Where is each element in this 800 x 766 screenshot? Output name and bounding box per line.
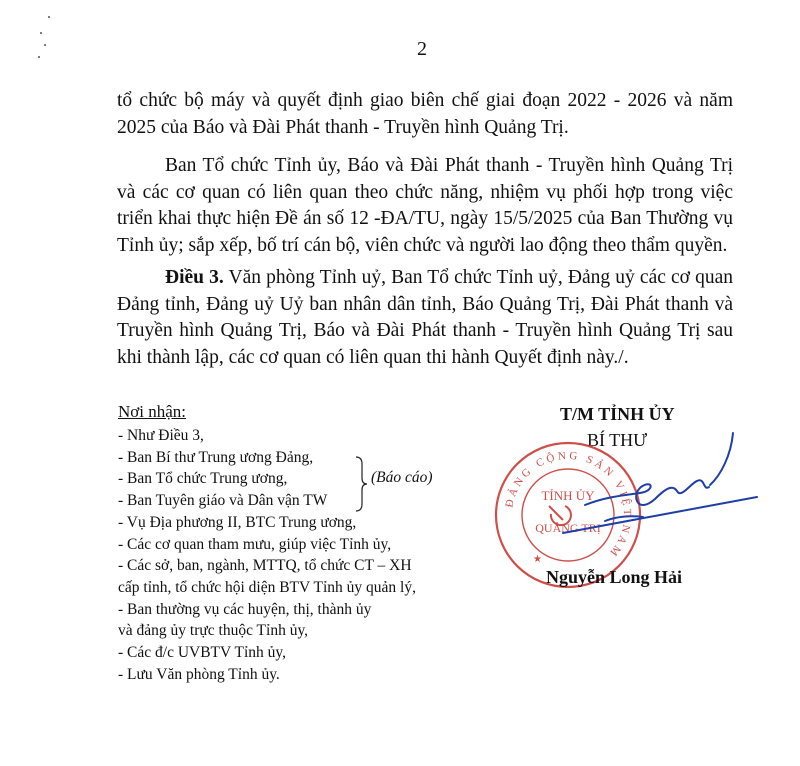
paragraph-coordination: Ban Tổ chức Tỉnh ủy, Báo và Đài Phát thanh - Truyền hình Quảng Trị và các cơ quan có liên quan theo chức năng, nhiệm vụ phối hợp trong việc triển khai thực hiện Đề án số 12 -ĐA/TU, ngày 15/5/2025 của Ban Thường vụ Tỉnh ủy; sắp xếp, bố trí cán bộ, viên chức và người lao động theo thẩm quyền. bbox=[117, 155, 733, 256]
paragraph-continuation: tổ chức bộ máy và quyết định giao biên chế giai đoạn 2022 - 2026 và năm 2025 của Báo và Đài Phát thanh - Truyền hình Quảng Trị. bbox=[117, 90, 733, 138]
report-note: (Báo cáo) bbox=[371, 469, 433, 486]
recipient-item: - Các sở, ban, ngành, MTTQ, tổ chức CT – XH bbox=[118, 557, 412, 575]
article-3-text: Văn phòng Tỉnh uỷ, Ban Tổ chức Tỉnh uỷ, Đảng uỷ các cơ quan Đảng tỉnh, Đảng uỷ Uỷ ban nhân dân tỉnh, Báo Quảng Trị, Đài Phát thanh và Truyền hình Quảng Trị, Báo và Đài Phát thanh - Truyền hình Quảng Trị sau khi thành lập, các cơ quan có liên quan thi hành Quyết định này./. bbox=[117, 267, 733, 368]
right-brace-icon bbox=[354, 456, 368, 512]
recipient-item: - Các đ/c UVBTV Tỉnh ủy, bbox=[118, 644, 287, 662]
svg-text:★: ★ bbox=[533, 554, 542, 565]
recipient-item: - Như Điều 3, bbox=[118, 427, 204, 444]
recipient-item: - Vụ Địa phương II, BTC Trung ương, bbox=[118, 513, 357, 531]
article-3-paragraph bbox=[117, 265, 733, 371]
stamp-center-line1: TỈNH ỦY bbox=[541, 488, 595, 503]
article-3-label: Điều 3. bbox=[165, 267, 224, 288]
recipient-item: cấp tỉnh, tổ chức hội diện BTV Tỉnh ủy quản lý, bbox=[118, 578, 416, 596]
stamp-center-line2: QUẢNG TRỊ bbox=[535, 521, 601, 535]
recipients-list bbox=[118, 425, 478, 685]
stamp-ring-text: ĐẢNG CỘNG SẢN VIỆT NAM bbox=[503, 449, 634, 561]
recipient-item: - Ban thường vụ các huyện, thị, thành ủy bbox=[118, 600, 372, 618]
signer-position: BÍ THƯ bbox=[587, 430, 648, 450]
recipient-item: - Ban Bí thư Trung ương Đảng, bbox=[118, 448, 314, 466]
recipient-item: - Lưu Văn phòng Tỉnh ủy. bbox=[118, 665, 280, 683]
recipient-item: - Ban Tổ chức Trung ương, bbox=[118, 470, 288, 488]
handwritten-signature bbox=[545, 425, 765, 545]
recipients-title: Nơi nhận: bbox=[118, 402, 187, 421]
recipient-item: - Ban Tuyên giáo và Dân vận TW bbox=[118, 492, 328, 510]
recipient-item: và đảng ủy trực thuộc Tỉnh ủy, bbox=[118, 622, 309, 640]
page-number: 2 bbox=[417, 38, 427, 60]
recipient-item: - Các cơ quan tham mưu, giúp việc Tỉnh ủy, bbox=[118, 535, 392, 553]
signer-name: Nguyễn Long Hải bbox=[546, 567, 683, 587]
signer-title: T/M TỈNH ỦY bbox=[560, 404, 675, 424]
recipients-block bbox=[118, 402, 478, 685]
